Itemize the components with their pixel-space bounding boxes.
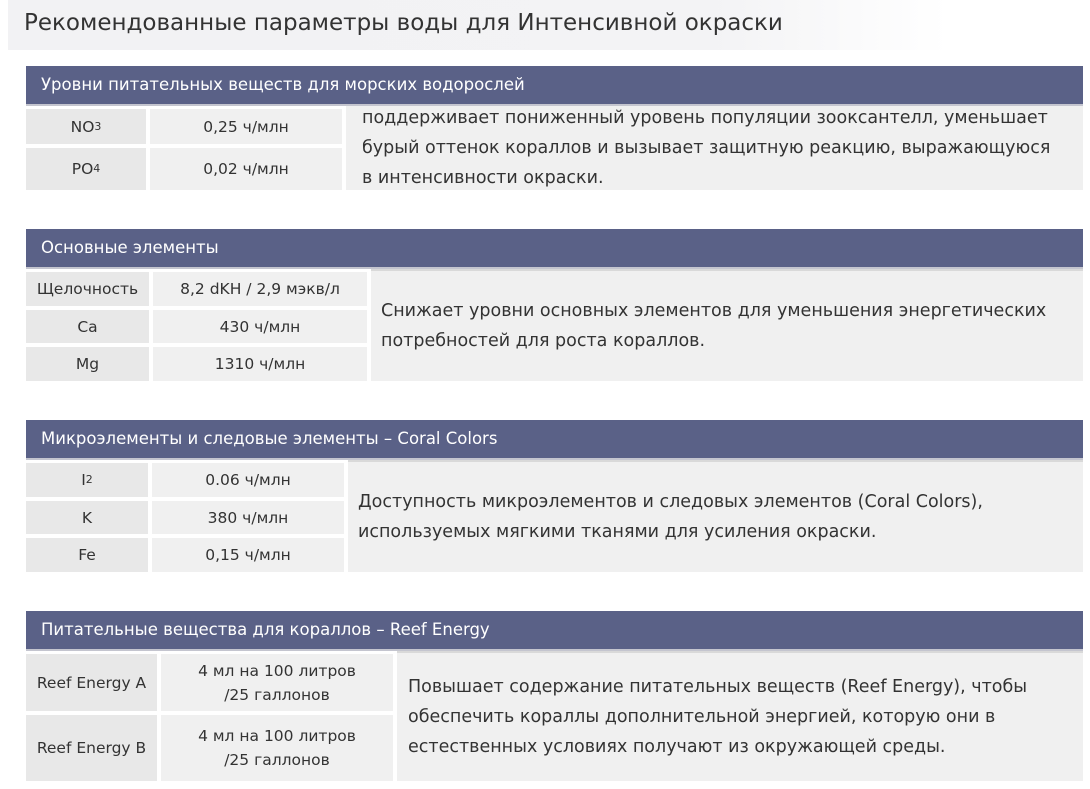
section-description: поддерживает пониженный уровень популяции зооксантелл, уменьшает бурый оттенок кораллов и вызывает защитную реакцию, выражающуюся в интенсивности окраски. [346,106,1083,190]
section-header: Питательные вещества для кораллов – Reef Energy [26,611,1083,649]
value-fe: 0,15 ч/млн [152,538,344,572]
param-fe: Fe [26,538,148,572]
param-reef-energy-b: Reef Energy B [26,715,157,781]
section-description: Снижает уровни основных элементов для уменьшения энергетических потребностей для роста кораллов. [371,269,1083,381]
section-description: Доступность микроэлементов и следовых элементов (Coral Colors), используемых мягкими тканями для усиления окраски. [348,460,1083,572]
value-no3: 0,25 ч/млн [150,109,342,144]
section-algae-nutrients [26,66,1083,190]
param-ca: Ca [26,310,149,343]
param-reef-energy-a: Reef Energy A [26,654,157,711]
section-coral-nutrients [26,611,1083,781]
section-description: Повышает содержание питательных веществ (Reef Energy), чтобы обеспечить кораллы дополнительной энергией, которую они в естественных условиях получают из окружающей среды. [397,651,1083,781]
section-header: Основные элементы [26,229,1083,267]
value-i2: 0.06 ч/млн [152,463,344,497]
param-alkalinity: Щелочность [26,272,149,306]
param-mg: Mg [26,347,149,381]
value-k: 380 ч/млн [152,501,344,534]
page-title: Рекомендованные параметры воды для Интенсивной окраски [8,0,948,50]
section-header: Микроэлементы и следовые элементы – Coral Colors [26,420,1083,458]
value-reef-energy-b: 4 мл на 100 литров /25 галлонов [161,715,393,781]
param-po4: PO 4 [26,148,146,190]
value-alkalinity: 8,2 dKH / 2,9 мэкв/л [153,272,367,306]
value-mg: 1310 ч/млн [153,347,367,381]
value-po4: 0,02 ч/млн [150,148,342,190]
param-i2: I 2 [26,463,148,497]
section-major-elements [26,229,1083,381]
value-ca: 430 ч/млн [153,310,367,343]
section-trace-elements [26,420,1083,572]
value-reef-energy-a: 4 мл на 100 литров /25 галлонов [161,654,393,711]
section-header: Уровни питательных веществ для морских водорослей [26,66,1083,104]
param-k: K [26,501,148,534]
param-no3: NO 3 [26,109,146,144]
